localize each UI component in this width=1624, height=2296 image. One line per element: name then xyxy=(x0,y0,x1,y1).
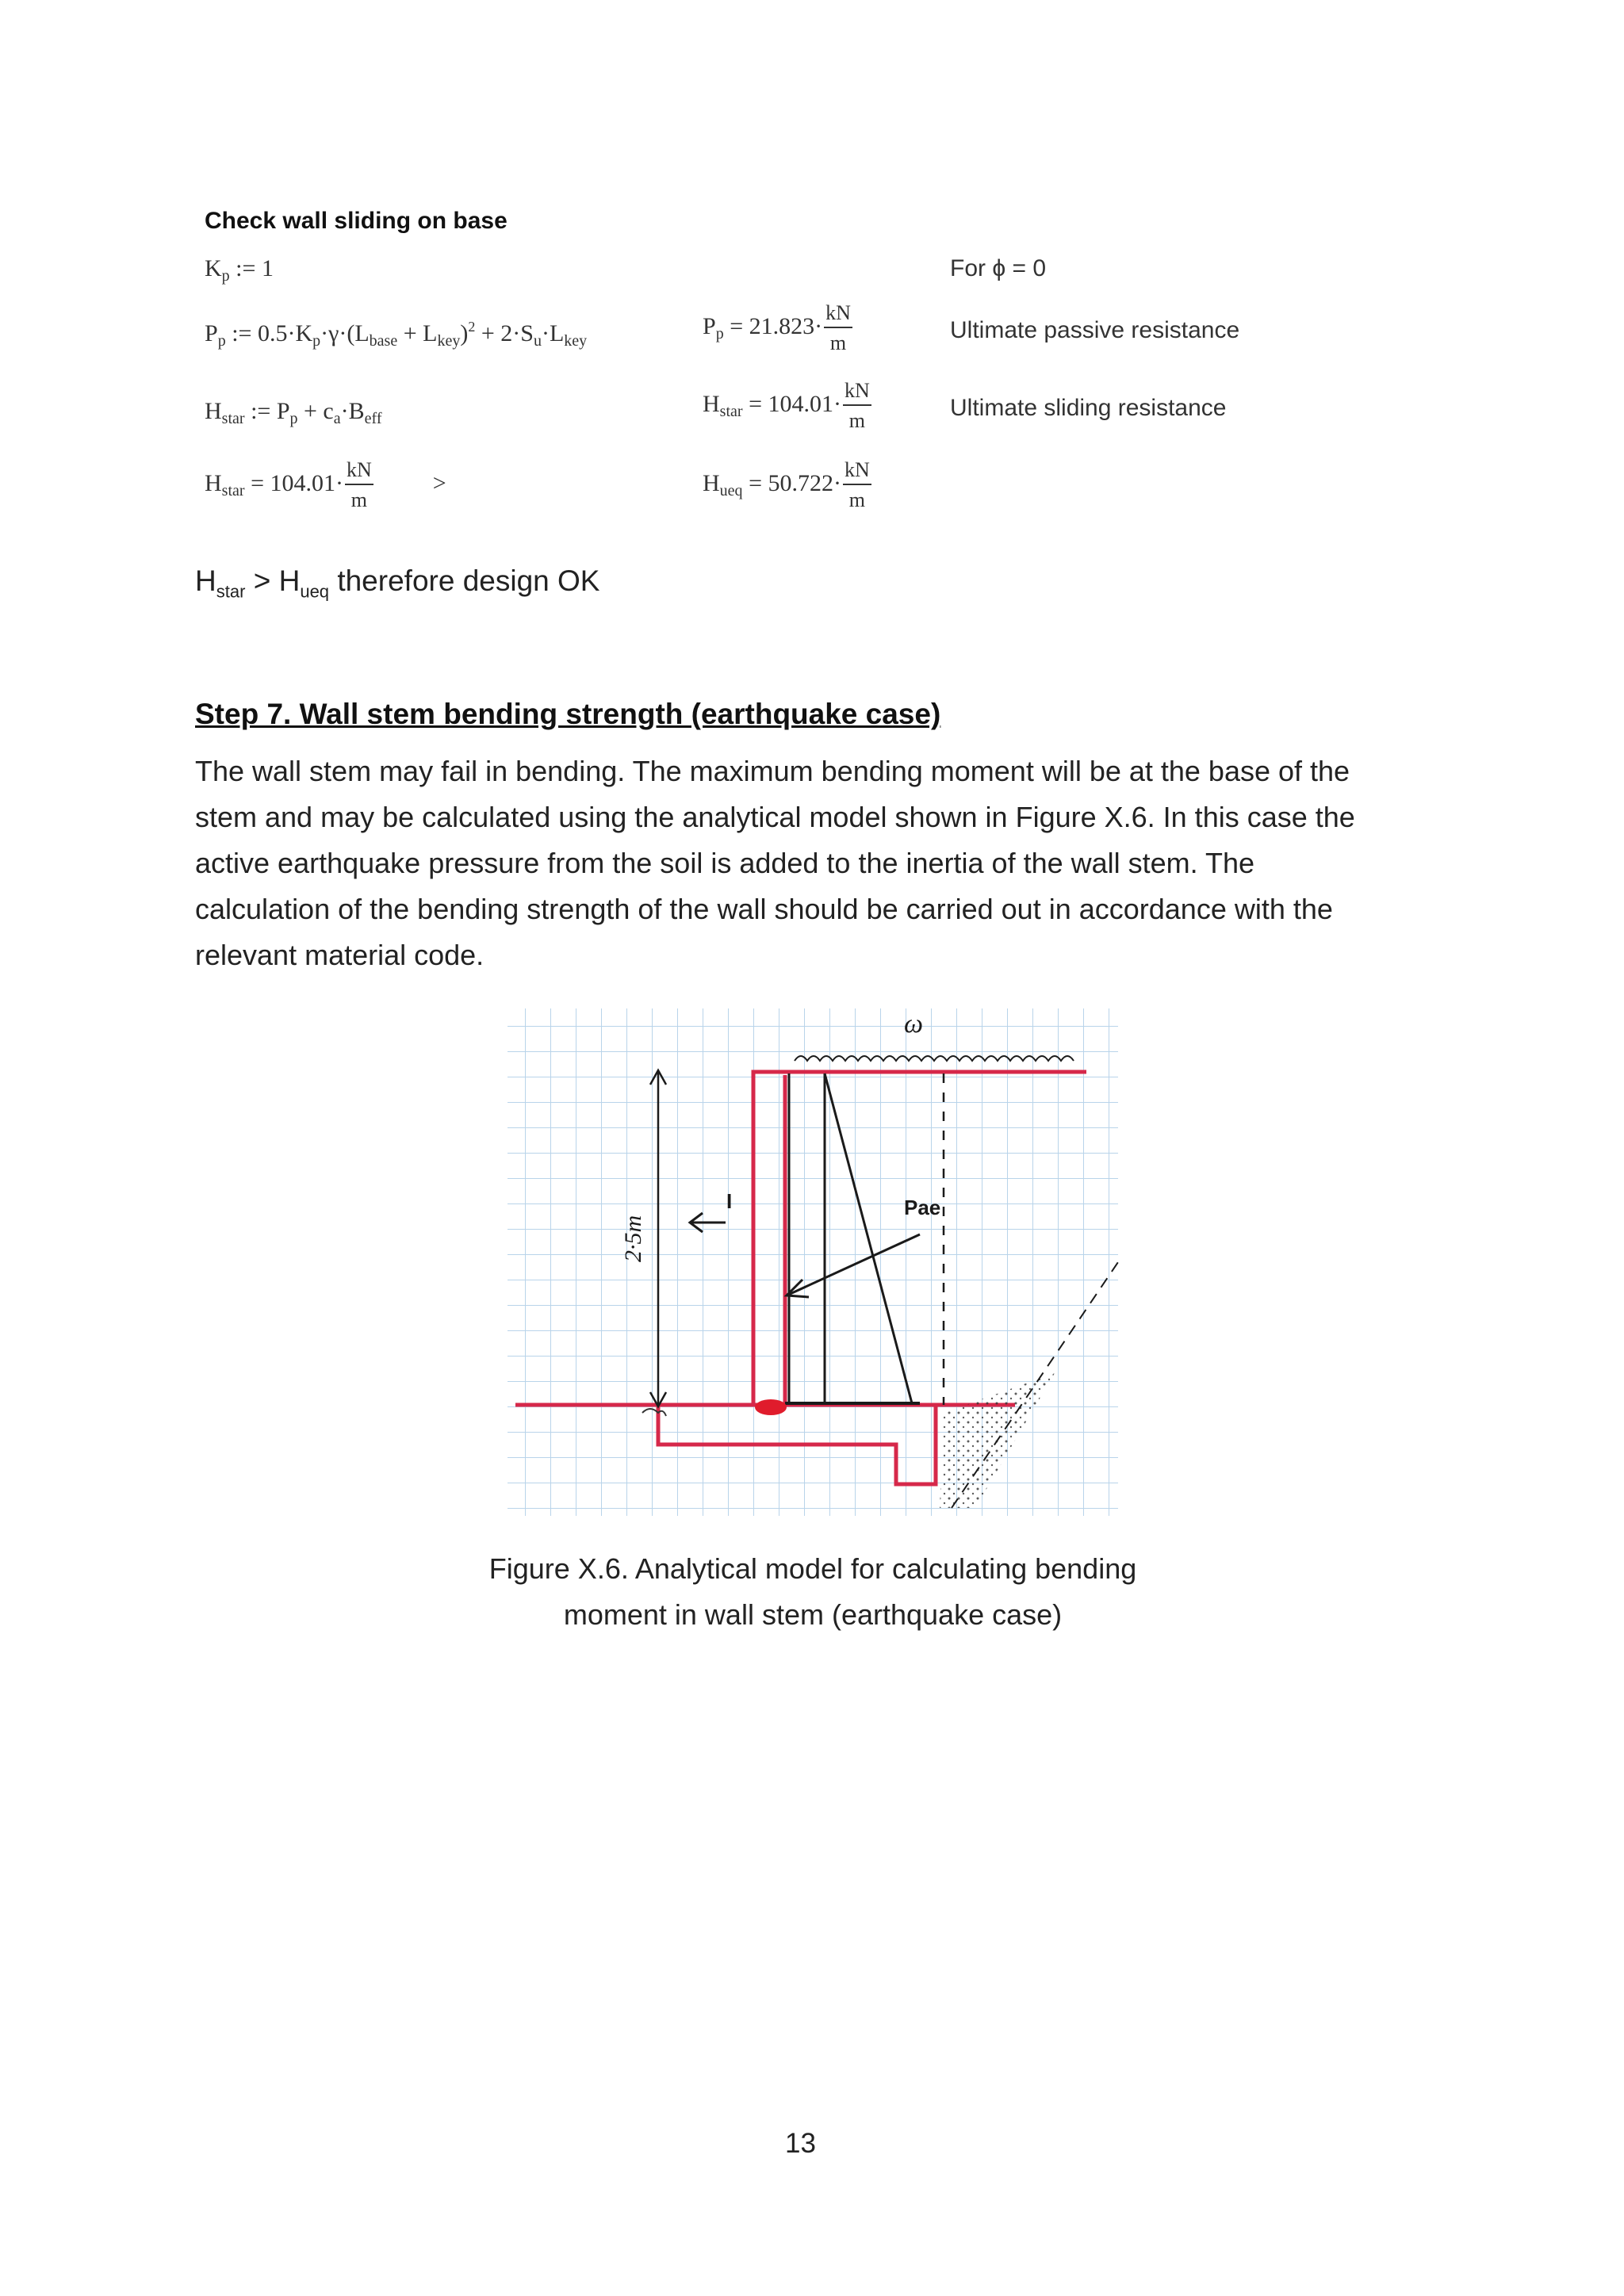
kp-definition: $K_p$ := 1 xyxy=(205,255,274,285)
figure-caption xyxy=(349,1546,1277,1638)
pp-formula: $P_p$ := $0.5\cdot K_p\cdot\gamma\cdot(L_{base} + L_{key})^2 + 2\cdot S_u\cdot L_{key}$ xyxy=(205,319,588,350)
page-number: 13 xyxy=(785,2128,816,2159)
hstar-note: Ultimate sliding resistance xyxy=(950,395,1227,421)
hueq-result: $H_{ueq} = 50.722\cdot$ $\frac{kN}{m}$ xyxy=(703,458,870,511)
caption-line: moment in wall stem (earthquake case) xyxy=(563,1598,1063,1631)
unit-fraction: $\frac{kN}{m}$ xyxy=(825,301,851,354)
paragraph-line: stem and may be calculated using the analytical model shown in Figure X.6. In this case the xyxy=(195,801,1355,833)
section-heading: Check wall sliding on base xyxy=(205,208,508,234)
pae-label: Pae xyxy=(904,1196,941,1219)
inertia-label: I xyxy=(726,1189,733,1213)
height-dimension-label: 2·5m xyxy=(620,1215,646,1262)
paragraph-line: active earthquake pressure from the soil is added to the inertia of the wall stem. The xyxy=(195,847,1255,879)
critical-section-dot xyxy=(755,1399,787,1415)
paragraph-line: calculation of the bending strength of the wall should be carried out in accordance with the xyxy=(195,893,1333,925)
surcharge-omega-label: ω xyxy=(904,1009,924,1039)
step7-heading: Step 7. Wall stem bending strength (earthquake case) xyxy=(195,698,941,730)
hstar-formula: $H_{star}$ := $P_p + c_a\cdot B_{eff}$ xyxy=(205,398,382,427)
unit-fraction: $\frac{kN}{m}$ xyxy=(346,458,372,511)
caption-line: Figure X.6. Analytical model for calculating bending xyxy=(488,1552,1137,1585)
analytical-model-figure xyxy=(500,1001,1126,1524)
step7-paragraph xyxy=(195,748,1448,978)
greater-than-operator: > xyxy=(432,469,446,496)
graph-paper-grid xyxy=(508,1008,1118,1516)
design-conclusion: $H_{star} > H_{ueq}$ therefore design OK xyxy=(195,564,600,602)
hstar-comparison: $H_{star} = 104.01\cdot$ $\frac{kN}{m}$ > xyxy=(205,458,446,511)
paragraph-line: relevant material code. xyxy=(195,939,485,971)
paragraph-line: The wall stem may fail in bending. The maximum bending moment will be at the base of the xyxy=(195,755,1350,787)
kp-note: For ϕ = 0 xyxy=(950,255,1047,281)
hstar-result: $H_{star} = 104.01\cdot$ $\frac{kN}{m}$ xyxy=(703,379,870,432)
unit-fraction: $\frac{kN}{m}$ xyxy=(844,379,870,432)
pp-note: Ultimate passive resistance xyxy=(950,317,1240,343)
pp-result: $P_p = 21.823\cdot$ $\frac{kN}{m}$ xyxy=(703,301,851,354)
unit-fraction: $\frac{kN}{m}$ xyxy=(844,458,870,511)
